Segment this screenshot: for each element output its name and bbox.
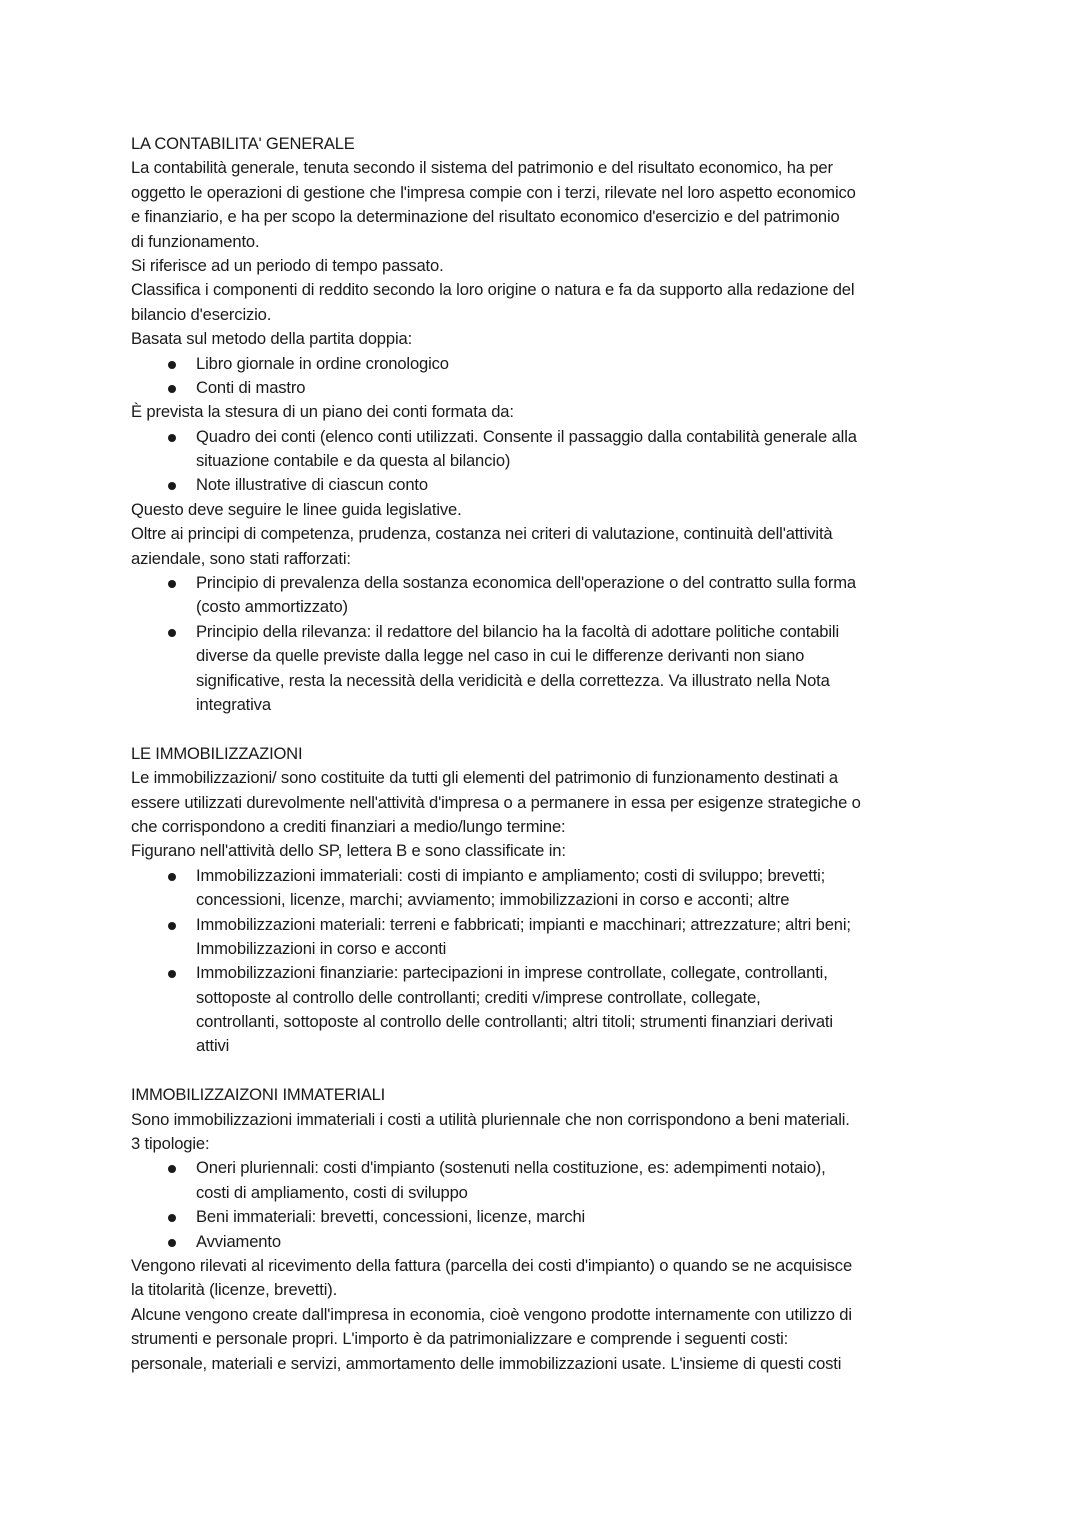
bullet-dot-icon — [168, 1239, 176, 1247]
line-text: Beni immateriali: brevetti, concessioni, licenze, marchi — [196, 1207, 586, 1227]
paragraph-line — [131, 181, 961, 205]
line-text: oggetto le operazioni di gestione che l'impresa compie con i terzi, rilevate nel loro aspetto economico — [131, 182, 856, 202]
paragraph-line — [131, 327, 961, 351]
paragraph-line — [131, 1108, 961, 1132]
bullet-dot-icon — [168, 361, 176, 369]
bullet-dot-icon — [168, 385, 176, 393]
line-text: situazione contabile e da questa al bilancio) — [196, 451, 511, 471]
section — [131, 132, 961, 717]
bullet-line — [131, 864, 961, 888]
bullet-line — [131, 425, 961, 449]
section-heading: IMMOBILIZZAIZONI IMMATERIALI — [131, 1085, 386, 1105]
bullet-item — [131, 376, 961, 400]
section — [131, 717, 961, 1058]
paragraph-line — [131, 278, 961, 302]
line-text: Principio di prevalenza della sostanza economica dell'operazione o del contratto sulla forma — [196, 573, 856, 593]
bullet-line — [131, 473, 961, 497]
paragraph — [131, 522, 961, 571]
bullet-item — [131, 473, 961, 497]
bullet-item — [131, 1230, 961, 1254]
line-text: Immobilizzazioni finanziarie: partecipazioni in imprese controllate, collegate, controllanti, — [196, 963, 828, 983]
line-text: aziendale, sono stati rafforzati: — [131, 548, 351, 568]
paragraph-line — [131, 766, 961, 790]
paragraph-line — [131, 230, 961, 254]
blank-line — [131, 717, 961, 741]
line-text: Vengono rilevati al ricevimento della fattura (parcella dei costi d'impianto) o quando se ne acquisisce — [131, 1255, 853, 1275]
line-text: Quadro dei conti (elenco conti utilizzati. Consente il passaggio dalla contabilità generale alla — [196, 426, 857, 446]
paragraph — [131, 278, 961, 327]
paragraph — [131, 1108, 961, 1132]
line-text: bilancio d'esercizio. — [131, 304, 272, 324]
line-text: Libro giornale in ordine cronologico — [196, 353, 449, 373]
bullet-dot-icon — [168, 922, 176, 930]
line-text: strumenti e personale propri. L'importo è da patrimonializzare e comprende i seguenti costi: — [131, 1329, 789, 1349]
line-text: che corrispondono a crediti finanziari a medio/lungo termine: — [131, 816, 566, 836]
line-text: controllanti, sottoposte al controllo delle controllanti; altri titoli; strumenti finanziari derivati — [196, 1012, 833, 1032]
line-text: la titolarità (licenze, brevetti). — [131, 1280, 338, 1300]
paragraph-line — [131, 498, 961, 522]
bullet-line — [131, 693, 961, 717]
bullet-line — [131, 986, 961, 1010]
bullet-item — [131, 913, 961, 962]
paragraph-line — [131, 400, 961, 424]
paragraph-line — [131, 205, 961, 229]
line-text: attivi — [196, 1036, 230, 1056]
bullet-dot-icon — [168, 434, 176, 442]
section-heading: LA CONTABILITA' GENERALE — [131, 134, 355, 153]
bullet-dot-icon — [168, 482, 176, 490]
paragraph — [131, 766, 961, 839]
line-text: La contabilità generale, tenuta secondo il sistema del patrimonio e del risultato economico, ha per — [131, 158, 833, 178]
paragraph-line — [131, 1327, 961, 1351]
paragraph-line — [131, 1303, 961, 1327]
bullet-line — [131, 449, 961, 473]
bullet-line — [131, 376, 961, 400]
line-text: Principio della rilevanza: il redattore del bilancio ha la facoltà di adottare politiche contabili — [196, 621, 839, 641]
bullet-item — [131, 961, 961, 1059]
bullet-line — [131, 669, 961, 693]
paragraph — [131, 498, 961, 522]
paragraph-line — [131, 1132, 961, 1156]
bullet-line — [131, 937, 961, 961]
bullet-line — [131, 1181, 961, 1205]
paragraph — [131, 1132, 961, 1156]
paragraph-line — [131, 1352, 961, 1376]
bullet-line — [131, 644, 961, 668]
bullet-item — [131, 425, 961, 474]
bullet-line — [131, 595, 961, 619]
bullet-dot-icon — [168, 580, 176, 588]
line-text: Oneri pluriennali: costi d'impianto (sostenuti nella costituzione, es: adempimenti notaio), — [196, 1158, 826, 1178]
line-text: Figurano nell'attività dello SP, lettera B e sono classificate in: — [131, 841, 566, 861]
paragraph-line — [131, 1278, 961, 1302]
line-text: integrativa — [196, 694, 271, 714]
line-text: Le immobilizzazioni/ sono costituite da tutti gli elementi del patrimonio di funzionamento destinati a — [131, 768, 838, 788]
bullet-dot-icon — [168, 873, 176, 881]
line-text: 3 tipologie: — [131, 1134, 210, 1154]
bullet-item — [131, 571, 961, 620]
bullet-line — [131, 1230, 961, 1254]
bullet-dot-icon — [168, 1165, 176, 1173]
paragraph — [131, 400, 961, 424]
line-text: Immobilizzazioni in corso e acconti — [196, 938, 447, 958]
line-text: personale, materiali e servizi, ammortamento delle immobilizzazioni usate. L'insieme di questi costi — [131, 1353, 842, 1373]
line-text: (costo ammortizzato) — [196, 597, 348, 617]
line-text: concessioni, licenze, marchi; avviamento; immobilizzazioni in corso e acconti; altre — [196, 890, 790, 910]
line-text: Note illustrative di ciascun conto — [196, 475, 428, 495]
bullet-dot-icon — [168, 1214, 176, 1222]
line-text: Classifica i componenti di reddito secondo la loro origine o natura e fa da supporto alla redazione del — [131, 280, 855, 300]
bullet-line — [131, 1205, 961, 1229]
paragraph-line — [131, 522, 961, 546]
section-heading: LE IMMOBILIZZAZIONI — [131, 743, 303, 763]
bullet-line — [131, 1010, 961, 1034]
line-text: di funzionamento. — [131, 231, 260, 251]
paragraph-line — [131, 547, 961, 571]
line-text: Immobilizzazioni materiali: terreni e fabbricati; impianti e macchinari; attrezzature; altri beni; — [196, 914, 851, 934]
line-text: Basata sul metodo della partita doppia: — [131, 329, 413, 349]
line-text: e finanziario, e ha per scopo la determinazione del risultato economico d'esercizio e del patrimonio — [131, 207, 840, 227]
paragraph — [131, 1303, 961, 1376]
blank-line — [131, 1059, 961, 1083]
paragraph — [131, 1254, 961, 1303]
document-content — [131, 132, 961, 1376]
paragraph-line — [131, 1254, 961, 1278]
bullet-line — [131, 1156, 961, 1180]
line-text: diverse da quelle previste dalla legge nel caso in cui le differenze derivanti non siano — [196, 646, 805, 666]
line-text: Alcune vengono create dall'impresa in economia, cioè vengono prodotte internamente con utilizzo di — [131, 1304, 852, 1324]
paragraph — [131, 839, 961, 863]
bullet-line — [131, 571, 961, 595]
section — [131, 1059, 961, 1376]
paragraph-line — [131, 254, 961, 278]
line-text: Questo deve seguire le linee guida legislative. — [131, 499, 462, 519]
line-text: costi di ampliamento, costi di sviluppo — [196, 1182, 468, 1202]
line-text: Immobilizzazioni immateriali: costi di impianto e ampliamento; costi di sviluppo; brevetti; — [196, 865, 826, 885]
line-text: sottoposte al controllo delle controllanti; crediti v/imprese controllate, collegate, — [196, 987, 761, 1007]
bullet-item — [131, 620, 961, 718]
bullet-dot-icon — [168, 629, 176, 637]
bullet-item — [131, 352, 961, 376]
bullet-line — [131, 961, 961, 985]
bullet-item — [131, 1156, 961, 1205]
line-text: Oltre ai principi di competenza, prudenza, costanza nei criteri di valutazione, continuità dell'attività — [131, 524, 833, 544]
paragraph-line — [131, 303, 961, 327]
paragraph — [131, 327, 961, 351]
line-text: Sono immobilizzazioni immateriali i costi a utilità pluriennale che non corrispondono a beni materiali. — [131, 1109, 850, 1129]
line-text: Avviamento — [196, 1231, 281, 1251]
paragraph-line — [131, 839, 961, 863]
paragraph-line — [131, 156, 961, 180]
line-text: essere utilizzati durevolmente nell'attività d'impresa o a permanere in essa per esigenze strategiche o — [131, 792, 861, 812]
line-text: Si riferisce ad un periodo di tempo passato. — [131, 255, 444, 275]
bullet-item — [131, 1205, 961, 1229]
bullet-line — [131, 352, 961, 376]
paragraph-line — [131, 815, 961, 839]
paragraph-line — [131, 791, 961, 815]
bullet-item — [131, 864, 961, 913]
paragraph — [131, 156, 961, 254]
line-text: È prevista la stesura di un piano dei conti formata da: — [131, 402, 514, 422]
bullet-line — [131, 620, 961, 644]
bullet-line — [131, 1034, 961, 1058]
paragraph — [131, 254, 961, 278]
bullet-line — [131, 913, 961, 937]
line-text: significative, resta la necessità della veridicità e della correttezza. Va illustrato nella Nota — [196, 670, 830, 690]
line-text: Conti di mastro — [196, 377, 306, 397]
bullet-dot-icon — [168, 970, 176, 978]
bullet-line — [131, 888, 961, 912]
